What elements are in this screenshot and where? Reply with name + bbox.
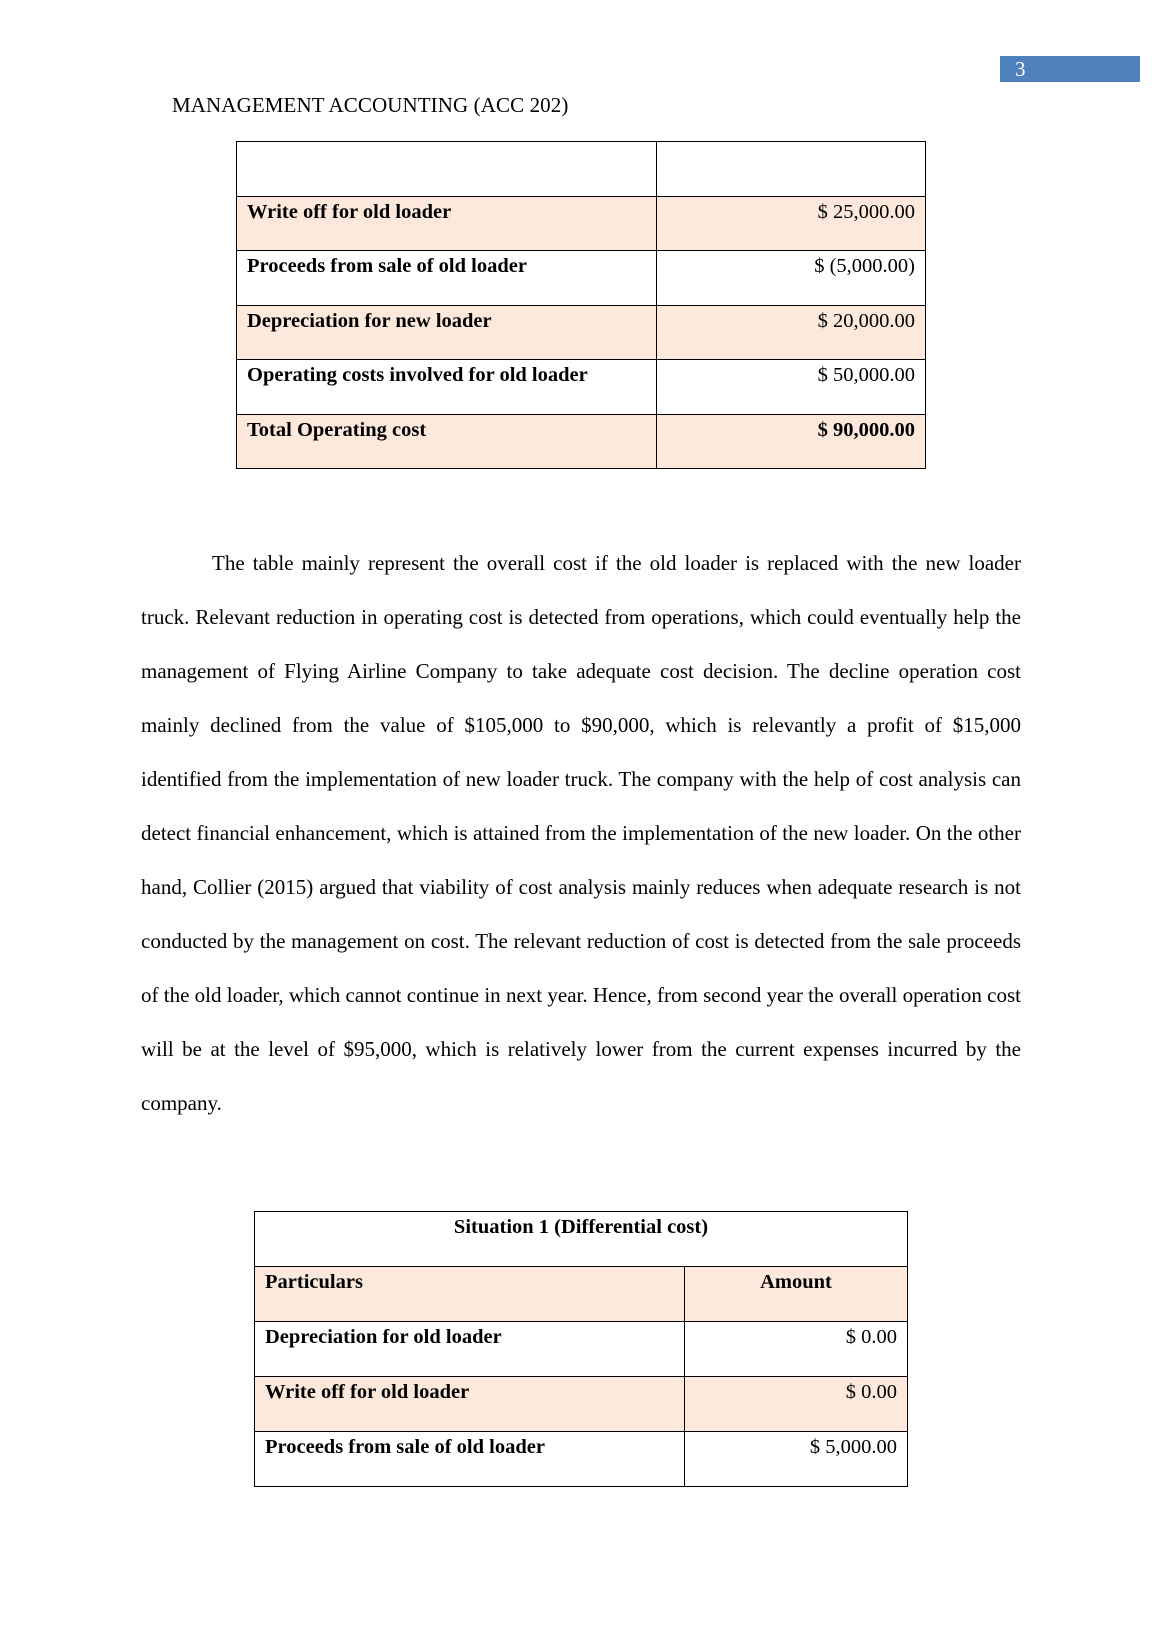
total-label: Total Operating cost: [237, 414, 657, 469]
running-head: MANAGEMENT ACCOUNTING (ACC 202): [172, 93, 569, 117]
row-label: Proceeds from sale of old loader: [237, 251, 657, 306]
table-header-row: [237, 142, 926, 197]
row-label: Write off for old loader: [237, 196, 657, 251]
row-amount: $ 0.00: [685, 1322, 908, 1377]
table-row: [237, 251, 926, 306]
row-label: Operating costs involved for old loader: [237, 360, 657, 415]
column-header-particulars: Particulars: [255, 1267, 685, 1322]
table-header-cell: [657, 142, 926, 197]
row-label: Proceeds from sale of old loader: [255, 1432, 685, 1487]
row-amount: $ (5,000.00): [657, 251, 926, 306]
table-row: [255, 1322, 908, 1377]
row-amount: $ 0.00: [685, 1377, 908, 1432]
table-caption-row: [255, 1212, 908, 1267]
table-header-row: [255, 1267, 908, 1322]
row-amount: $ 25,000.00: [657, 196, 926, 251]
table-row: [237, 360, 926, 415]
column-header-amount: Amount: [685, 1267, 908, 1322]
row-amount: $ 50,000.00: [657, 360, 926, 415]
table-row: [237, 305, 926, 360]
table-header-cell: [237, 142, 657, 197]
differential-cost-table: [254, 1211, 908, 1487]
table-row: [255, 1432, 908, 1487]
body-paragraph: The table mainly represent the overall cost if the old loader is replaced with the new loader truck. Relevant reduction in operating cost is detected from operations, which could eventually help the management of Flying Airline Company to take adequate cost decision. The decline operation cost mainly declined from the value of $105,000 to $90,000, which is relevantly a profit of $15,000 identified from the implementation of new loader truck. The company with the help of cost analysis can detect financial enhancement, which is attained from the implementation of the new loader. On the other hand, Collier (2015) argued that viability of cost analysis mainly reduces when adequate research is not conducted by the management on cost. The relevant reduction of cost is detected from the sale proceeds of the old loader, which cannot continue in next year. Hence, from second year the overall operation cost will be at the level of $95,000, which is relatively lower from the current expenses incurred by the company.: [141, 551, 1021, 1115]
page-number-badge: [1000, 56, 1140, 82]
operating-cost-table: [236, 141, 926, 469]
row-label: Depreciation for old loader: [255, 1322, 685, 1377]
row-label: Write off for old loader: [255, 1377, 685, 1432]
page-number: 3: [1015, 57, 1026, 81]
table-row: [255, 1377, 908, 1432]
table-row: [237, 196, 926, 251]
total-amount: $ 90,000.00: [657, 414, 926, 469]
row-amount: $ 20,000.00: [657, 305, 926, 360]
table-caption: Situation 1 (Differential cost): [255, 1212, 908, 1267]
total-row: [237, 414, 926, 469]
row-amount: $ 5,000.00: [685, 1432, 908, 1487]
row-label: Depreciation for new loader: [237, 305, 657, 360]
